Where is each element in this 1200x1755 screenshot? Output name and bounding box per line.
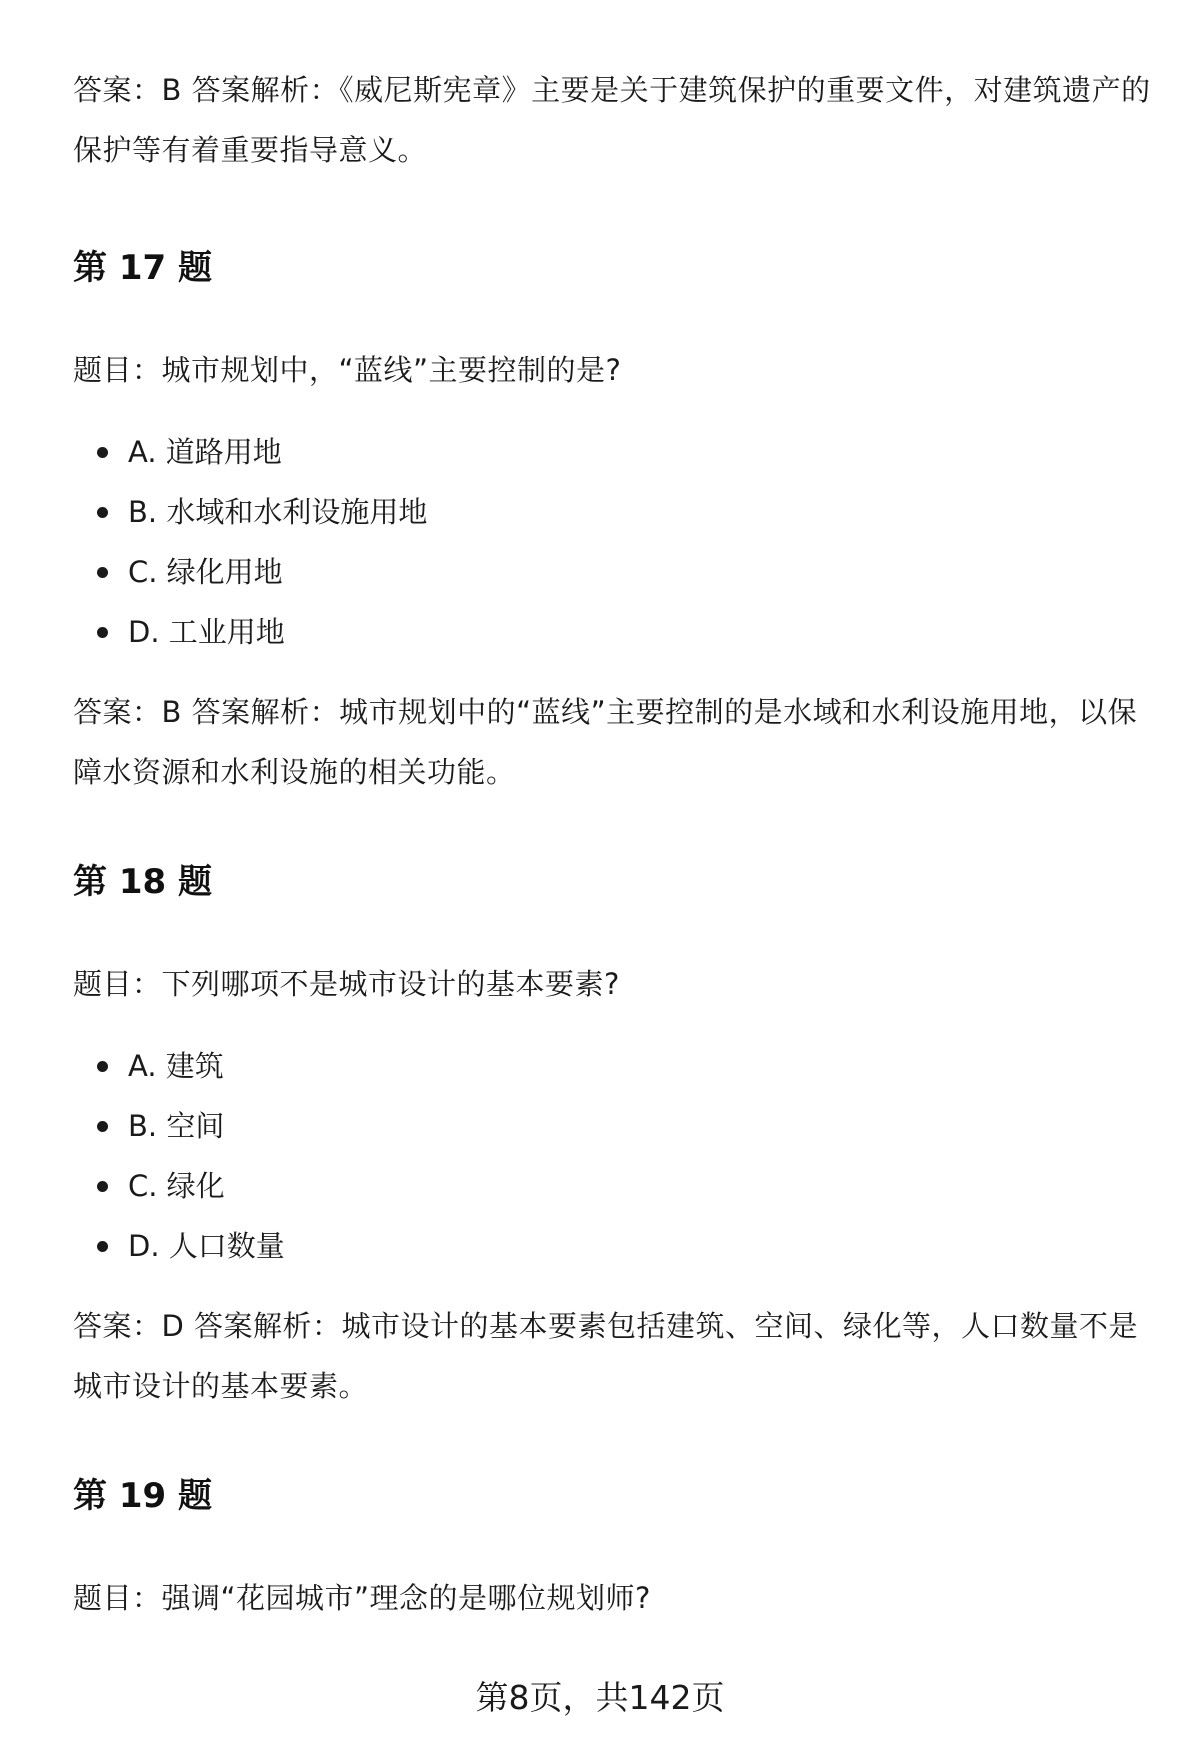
bullet-icon xyxy=(97,447,108,458)
option-label: D. 工业用地 xyxy=(128,615,285,649)
question-18-text: 题目：下列哪项不是城市设计的基本要素? xyxy=(73,967,620,1001)
question-19-heading: 第 19 题 xyxy=(73,1476,212,1516)
previous-answer: 答案：B 答案解析：《威尼斯宪章》主要是关于建筑保护的重要文件，对建筑遗产的保护等有着重要指导意义。 xyxy=(73,73,1151,167)
question-17-options xyxy=(73,422,1153,662)
option-label: B. 空间 xyxy=(128,1109,225,1143)
bullet-icon xyxy=(97,1061,108,1072)
option-label: B. 水域和水利设施用地 xyxy=(128,495,428,529)
document-page xyxy=(73,60,1153,1628)
question-19-text: 题目：强调“花园城市”理念的是哪位规划师? xyxy=(73,1581,651,1615)
option-a xyxy=(73,422,1153,482)
bullet-icon xyxy=(97,1241,108,1252)
question-17-text: 题目：城市规划中，“蓝线”主要控制的是? xyxy=(73,353,622,387)
option-b xyxy=(73,1096,1153,1156)
bullet-icon xyxy=(97,1181,108,1192)
bullet-icon xyxy=(97,567,108,578)
question-18-answer: 答案：D 答案解析：城市设计的基本要素包括建筑、空间、绿化等，人口数量不是城市设计的基本要素。 xyxy=(73,1309,1139,1403)
question-17-heading: 第 17 题 xyxy=(73,248,212,288)
question-17-answer: 答案：B 答案解析：城市规划中的“蓝线”主要控制的是水域和水利设施用地，以保障水资源和水利设施的相关功能。 xyxy=(73,695,1138,789)
bullet-icon xyxy=(97,507,108,518)
option-label: C. 绿化用地 xyxy=(128,555,283,589)
question-18-options xyxy=(73,1036,1153,1276)
option-d xyxy=(73,602,1153,662)
option-c xyxy=(73,1156,1153,1216)
option-a xyxy=(73,1036,1153,1096)
bullet-icon xyxy=(97,627,108,638)
bullet-icon xyxy=(97,1121,108,1132)
option-label: D. 人口数量 xyxy=(128,1229,285,1263)
question-18-heading: 第 18 题 xyxy=(73,862,212,902)
option-c xyxy=(73,542,1153,602)
option-b xyxy=(73,482,1153,542)
option-label: C. 绿化 xyxy=(128,1169,225,1203)
option-d xyxy=(73,1216,1153,1276)
option-label: A. 建筑 xyxy=(128,1049,224,1083)
option-label: A. 道路用地 xyxy=(128,435,282,469)
page-number-footer: 第8页，共142页 xyxy=(475,1678,725,1717)
